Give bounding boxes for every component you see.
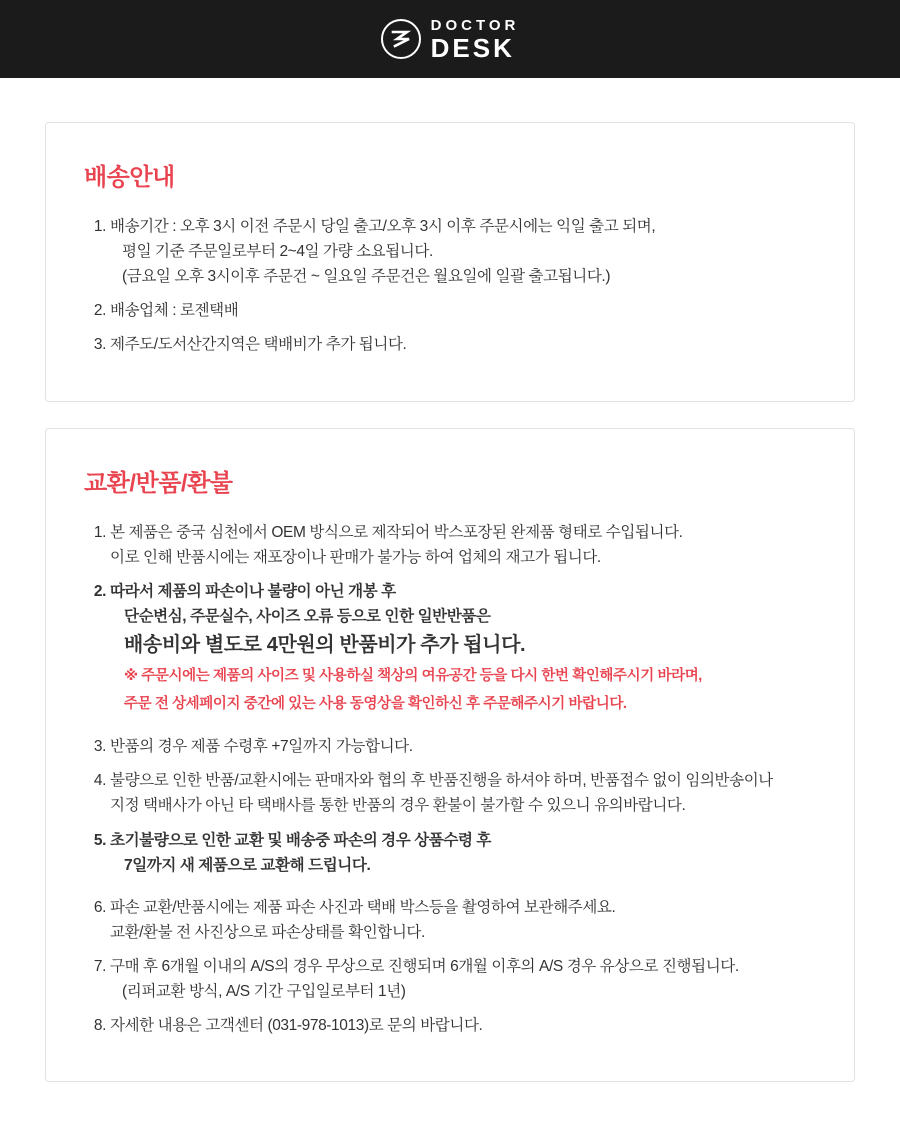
list-item-note: ※ 주문시에는 제품의 사이즈 및 사용하실 책상의 여유공간 등을 다시 한번 확인해주시기 바라며,: [124, 668, 702, 685]
brand-logo[interactable]: [381, 18, 520, 61]
list-item-line: (리퍼교환 방식, A/S 기간 구입일로부터 1년): [122, 983, 406, 1001]
exchange-panel-title: 교환/반품/환불: [84, 469, 233, 497]
list-item-line: 파손 교환/반품시에는 제품 파손 사진과 택배 박스등을 촬영하여 보관해주세요.: [110, 898, 616, 916]
list-item-line: 7일까지 새 제품으로 교환해 드립니다.: [124, 856, 371, 874]
content-wrap: [0, 78, 900, 1148]
list-item-line: 지정 택배사가 아닌 타 택배사를 통한 반품의 경우 환불이 불가할 수 있으니 유의바랍니다.: [110, 797, 686, 815]
list-item-line: (금요일 오후 3시이후 주문건 ~ 일요일 주문건은 월요일에 일괄 출고됩니다.): [122, 268, 611, 286]
list-item-line: 배송기간 : 오후 3시 이전 주문시 당일 출고/오후 3시 이후 주문시에는 익일 출고 되며,: [110, 218, 656, 235]
list-item: [110, 895, 816, 945]
list-item: [110, 332, 816, 357]
exchange-return-refund-panel: [45, 428, 855, 1083]
list-item: [110, 734, 816, 759]
list-item-line: 따라서 제품의 파손이나 불량이 아닌 개봉 후: [110, 582, 396, 600]
logo-top-text: DOCTOR: [430, 16, 520, 34]
list-item-line: 제주도/도서산간지역은 택배비가 추가 됩니다.: [110, 336, 407, 354]
list-item: [110, 768, 816, 818]
list-item-line: 이로 인해 반품시에는 재포장이나 판매가 불가능 하여 업체의 재고가 됩니다.: [110, 548, 601, 566]
list-item-line: 교환/환불 전 사진상으로 파손상태를 확인합니다.: [110, 923, 425, 941]
shipping-info-panel: [45, 122, 855, 402]
list-item-line: 단순변심, 주문실수, 사이즈 오류 등으로 인한 일반반품은: [124, 607, 491, 625]
list-item-line: 초기불량으로 인한 교환 및 배송중 파손의 경우 상품수령 후: [110, 831, 492, 849]
list-item-line: 자세한 내용은 고객센터 (031-978-1013)로 문의 바랍니다.: [110, 1017, 483, 1035]
list-item: [110, 214, 816, 289]
list-item-emphasis-line: 배송비와 별도로 4만원의 반품비가 추가 됩니다.: [124, 633, 526, 656]
list-item: [110, 520, 816, 570]
list-item-line: 본 제품은 중국 심천에서 OEM 방식으로 제작되어 박스포장된 완제품 형태로 수입됩니다.: [110, 523, 683, 541]
list-item-note-sub: 주문 전 상세페이지 중간에 있는 사용 동영상을 확인하신 후 주문해주시기 바랍니다.: [124, 696, 627, 713]
shipping-list: [84, 214, 816, 358]
list-item-line: 반품의 경우 제품 수령후 +7일까지 가능합니다.: [110, 738, 413, 756]
list-item: [110, 954, 816, 1004]
list-item-line: 불량으로 인한 반품/교환시에는 판매자와 협의 후 반품진행을 하셔야 하며, 반품접수 없이 임의반송이나: [110, 772, 773, 790]
shipping-panel-title: 배송안내: [84, 164, 175, 191]
exchange-list: [84, 520, 816, 1039]
list-item: [110, 1013, 816, 1038]
logo-bottom-text: DESK: [430, 32, 515, 63]
doctor-desk-circle-icon: [381, 19, 421, 59]
list-item-highlight: [110, 828, 816, 878]
list-item-highlight: [110, 579, 816, 717]
list-item-line: 배송업체 : 로젠택배: [110, 302, 239, 320]
list-item-line: 평일 기준 주문일로부터 2~4일 가량 소요됩니다.: [122, 243, 433, 261]
site-header: [0, 0, 900, 78]
list-item: [110, 298, 816, 323]
list-item-line: 구매 후 6개월 이내의 A/S의 경우 무상으로 진행되며 6개월 이후의 A/S 경우 유상으로 진행됩니다.: [110, 957, 739, 975]
